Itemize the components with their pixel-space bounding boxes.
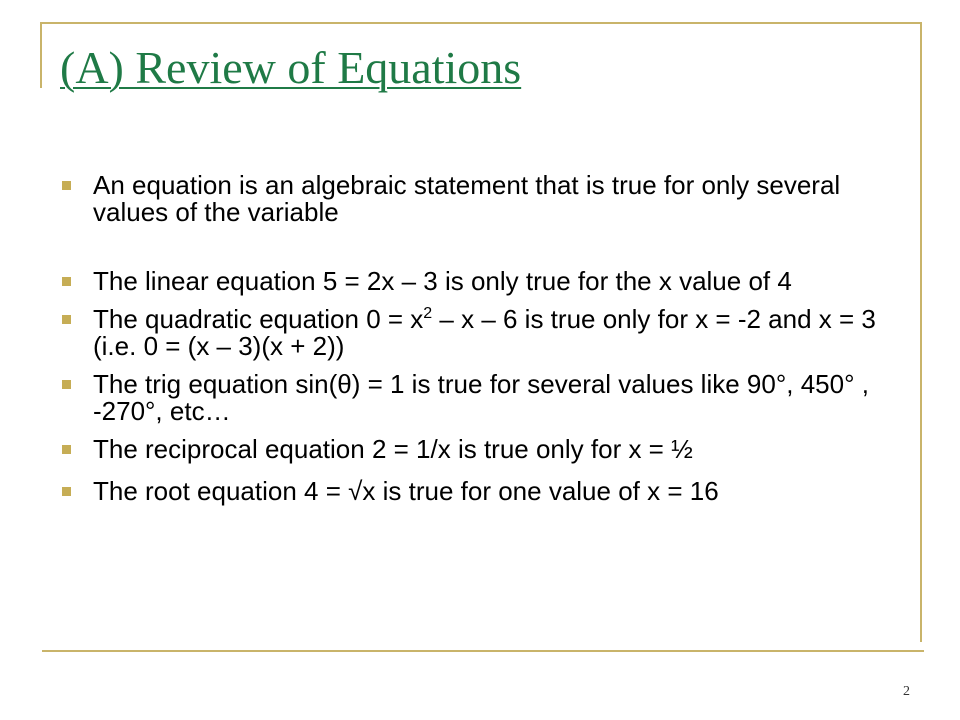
slide-title: (A) Review of Equations [60, 42, 522, 93]
bullet-text: The root equation 4 = √x is true for one value of x = 16 [93, 476, 719, 506]
frame-top-rule [40, 22, 922, 24]
square-bullet-icon [62, 380, 71, 389]
bullet-text: An equation is an algebraic statement that is true for only several values of the variable [93, 170, 841, 227]
bullet-item [62, 172, 912, 226]
square-bullet-icon [62, 315, 71, 324]
bullet-item [62, 474, 912, 508]
bullet-item [62, 436, 912, 463]
square-bullet-icon [62, 445, 71, 454]
bullet-text: The trig equation sin(θ) = 1 is true for several values like 90°, 450° , -270°, etc… [93, 369, 869, 426]
square-bullet-icon [62, 487, 71, 496]
bullet-text: The linear equation 5 = 2x – 3 is only true for the x value of 4 [93, 266, 792, 296]
bullet-item [62, 268, 912, 295]
exponent: 2 [423, 305, 433, 322]
square-bullet-icon [62, 181, 71, 190]
square-bullet-icon [62, 277, 71, 286]
frame-bottom-rule [42, 650, 924, 652]
bullet-text-end: – x – 6 is true only for x = -2 and x = 3 (i.e. 0 = (x – 3)(x + 2)) [93, 304, 876, 361]
bullet-text: The reciprocal equation 2 = 1/x is true only for x = ½ [93, 434, 693, 464]
frame-right-rule [920, 22, 922, 642]
frame-left-rule [40, 22, 42, 88]
page-number: 2 [903, 684, 910, 699]
bullet-item [62, 306, 912, 360]
bullet-item [62, 371, 912, 425]
bullet-text-start: The quadratic equation 0 = x [93, 304, 424, 334]
bullet-list [62, 172, 912, 519]
